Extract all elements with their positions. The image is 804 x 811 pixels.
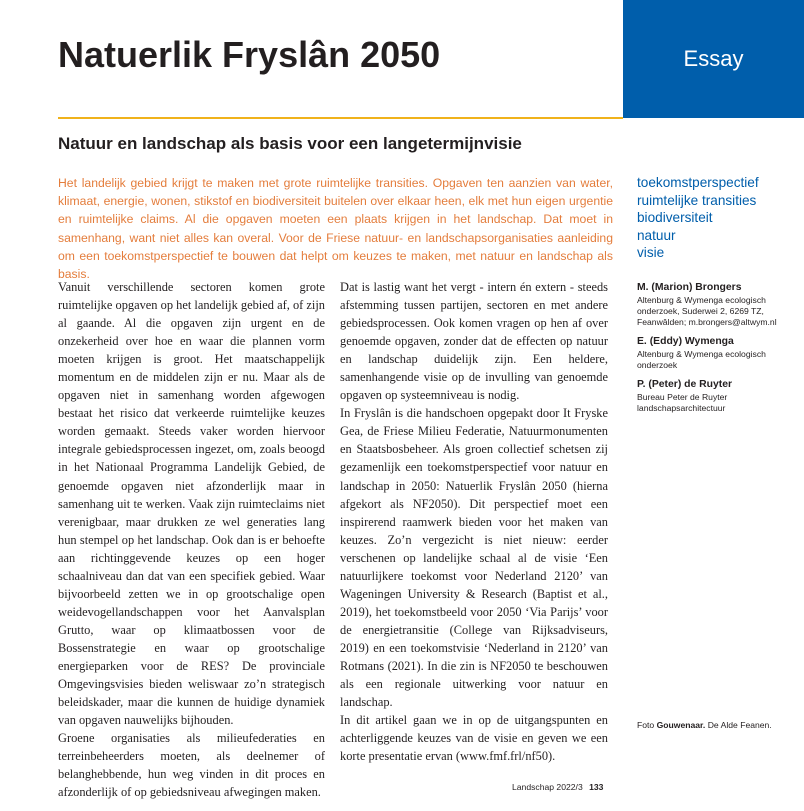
keyword: visie: [637, 245, 665, 261]
body-column-2: [340, 278, 608, 765]
body-paragraph: Groene organisaties als milieufederaties en terreinbeheerders moeten, als deelnemer of belanghebbende, hun weg vinden in dit proces en afzonderlijk of op gebiedsniveau afwegingen maken.: [58, 731, 325, 800]
body-paragraph: In dit artikel gaan we in op de uitgangspunten en achterliggende keuzes van de visie en geven we een korte presentatie ervan (www.fmf.frl/nf50).: [340, 713, 608, 764]
keyword: ruimtelijke transities: [637, 192, 757, 208]
author-name: E. (Eddy) Wymenga: [637, 336, 734, 347]
body-column-1: [58, 278, 325, 801]
author-name: M. (Marion) Brongers: [637, 282, 742, 293]
section-tab: [623, 0, 804, 118]
page-number: 133: [589, 782, 604, 792]
keyword: biodiversiteit: [637, 210, 713, 226]
lead-paragraph: Het landelijk gebied krijgt te maken met grote ruimtelijke transities. Opgaven ten aanzien van water, klimaat, energie, wonen, stikstof en biodiversiteit buitelen over elkaar heen, elk met hun eigen urgentie en ruimtelijke claims. Al die opgaven moeten een plaats krijgen in het landschap. Dat moet in samenhang, want niet alles kan overal. Voor de Friese natuur- en landschapsorganisaties aanleiding om een toekomstperspectief te bouwen dat helpt om keuzes te maken, met natuur en landschap als basis.: [58, 176, 613, 282]
body-paragraph: Vanuit verschillende sectoren komen grote ruimtelijke opgaven op het landelijk gebied af, of zijn al gaande. Al die opgaven zijn urgent en de onzekerheid over hoe en waar die plannen vorm moeten krijgen is groot. Het maatschappelijk momentum en de middelen zijn er nu. Maar als de opgaven niet in samenhang worden afgewogen bestaat het risico dat verkeerde ruimtelijke keuzes worden gemaakt. Steeds vaker worden hiervoor integrale gebiedsprocessen ingezet, om, zoals beoogd in het Nationaal Programma Landelijk Gebied, de genoemde opgaven niet afzonderlijk maar in samenhang uit te werken. Vaak zijn ruimteclaims niet verenigbaar, maar drukken ze wel generaties lang hun stempel op het landschap. Ook dan is er behoefte aan richtinggevende keuzes op een hoger schaalniveau dan dat van een specifiek gebied. Waar bijvoorbeeld zetten we in op grootschalige open weidevogellandschappen voor het Aanvalsplan Grutto, waar op klimaatbossen voor de Bossenstrategie en waar op grootschalige energieparken voor de RES? De provinciale Omgevingsvisies bieden weliswaar zo’n strategisch beleidskader, maar die kunnen de huidige dynamiek van opgaven nauwelijks bijhouden.: [58, 280, 325, 728]
author-entry: [637, 281, 797, 328]
author-entry: [637, 335, 797, 371]
photo-caption: De Alde Feanen.: [707, 720, 772, 730]
photo-credit-prefix: Foto: [637, 720, 655, 730]
photo-credit: [637, 719, 777, 732]
author-affiliation: Bureau Peter de Ruyter landschapsarchitectuur: [637, 392, 728, 413]
author-list: [637, 281, 797, 421]
body-paragraph: In Fryslân is die handschoen opgepakt door It Fryske Gea, de Friese Milieu Federatie, Natuurmonumenten en Staatsbosbeheer. Als groen collectief schetsen zij gezamenlijk een toekomstperspectief voor natuur en landschap in 2050: Natuerlik Fryslân 2050 (hierna afgekort als NF2050). Dit perspectief moet een inspirerend raamwerk bieden voor het maken van keuzes. Zo’n vergezicht is niet nieuw: eerder verschenen op landelijke schaal al de visie ‘Een natuurlijkere toekomst voor Nederland 2120’ van Wageningen University & Research (Baptist et al., 2019), het toekomstbeeld voor 2050 ‘Via Parijs’ voor de energietransitie (College van Rijksadviseurs, 2019) en een toekomstvisie ‘Nederland in 2120’ van Rotmans (2021). In die zin is NF2050 te beschouwen als een regionale uitwerking voor natuur en landschap.: [340, 406, 608, 710]
photo-credit-name: Gouwenaar.: [656, 720, 706, 730]
article-title: Natuerlik Fryslân 2050: [58, 34, 441, 75]
keyword: natuur: [637, 227, 676, 243]
journal-issue: Landschap 2022/3: [512, 782, 583, 792]
keyword: toekomstperspectief: [637, 175, 759, 190]
article-subtitle: Natuur en landschap als basis voor een langetermijnvisie: [58, 134, 522, 153]
author-affiliation: Altenburg & Wymenga ecologisch onderzoek: [637, 349, 766, 370]
author-name: P. (Peter) de Ruyter: [637, 379, 733, 390]
author-affiliation: Altenburg & Wymenga ecologisch onderzoek, Suderwei 2, 6269 TZ, Feanwâlden; m.brongers@altwym.nl: [637, 295, 777, 327]
title-divider: [58, 117, 623, 119]
page-footer: [512, 782, 603, 792]
author-entry: [637, 378, 797, 414]
keyword-list: [637, 174, 759, 262]
body-paragraph: Dat is lastig want het vergt - intern én extern - steeds afstemming tussen partijen, sectoren en met andere gebiedsprocessen. Ook komen vragen op hen af over genoemde opgaven, zonder dat de effecten op natuur en landschap duidelijk zijn. Een heldere, samenhangende visie op de invulling van genoemde opgaven op systeemniveau is nodig.: [340, 280, 608, 403]
section-label: Essay: [683, 46, 744, 71]
